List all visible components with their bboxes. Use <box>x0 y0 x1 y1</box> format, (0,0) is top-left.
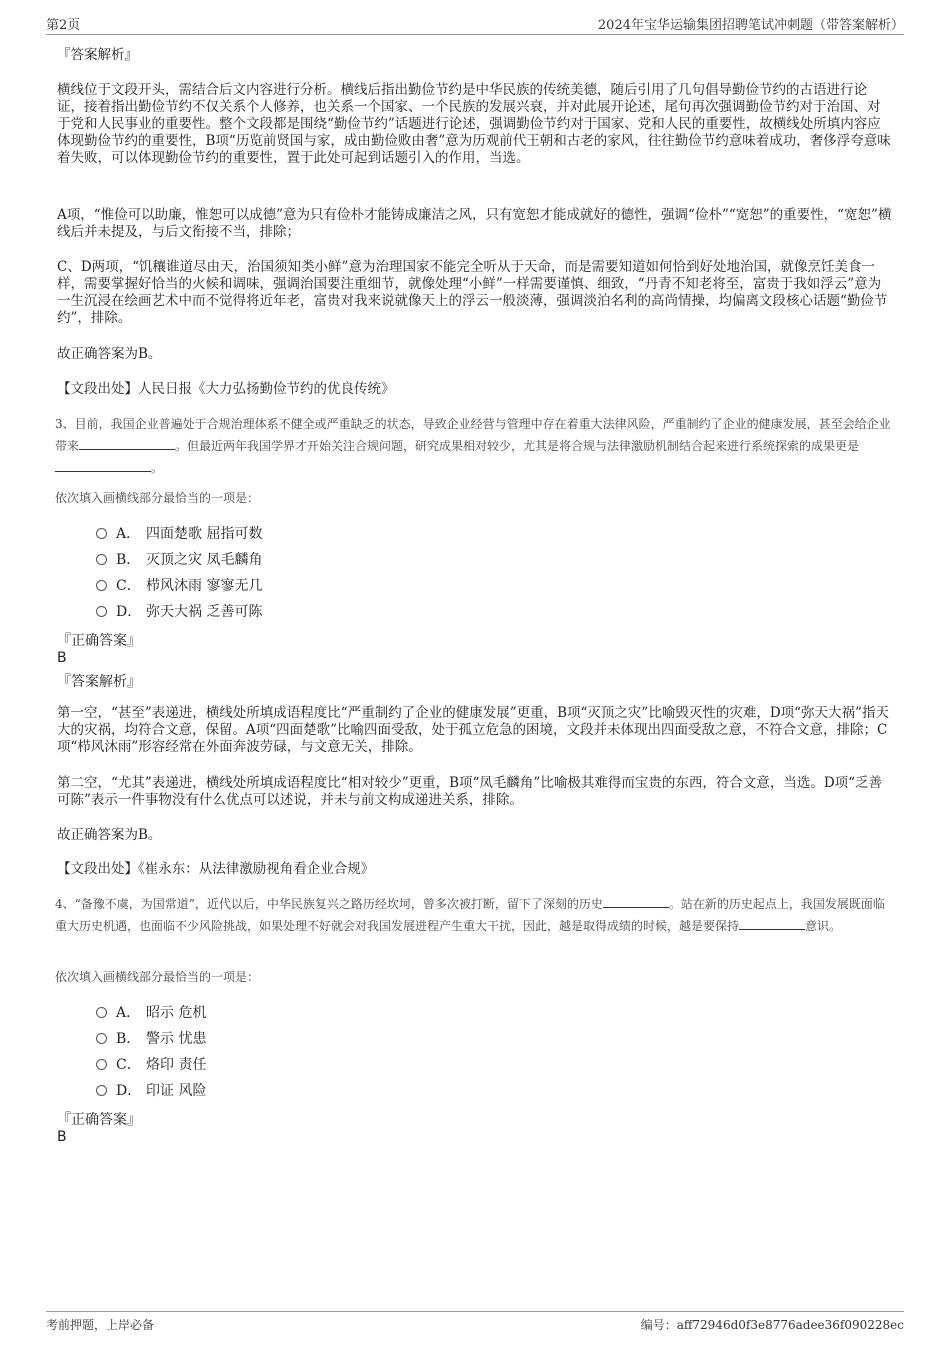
q2-analysis-label: 『答案解析』 <box>57 47 138 63</box>
q3-analysis-p2: 第二空，“尤其”表递进，横线处所填成语程度比“相对较少”更重，B项“凤毛麟角”比喻极其难得而宝贵的东西，符合文意，当选。D项“乏善可陈”表示一件事物没有什么优点可以述说，并未与前文构成递进关系，排除。 <box>57 775 883 808</box>
q3-stem: 3、目前，我国企业普遍处于合规治理体系不健全或严重缺乏的状态，导致企业经营与管理中存在着重大法律风险，严重制约了企业的健康发展，甚至会给企业带来 。但最近两年我国学界才开始关注合规问题，研究成果相对较少，尤其是将合规与法律激励机制结合起来进行系统探索的成果更是。 <box>55 417 891 475</box>
q2-analysis-p2: A项，“惟俭可以助廉，惟恕可以成德”意为只有俭朴才能铸成廉洁之风，只有宽恕才能成就好的德性，强调“俭朴”“宽恕”的重要性，“宽恕”横线后并未提及，与后文衔接不当，排除； <box>57 207 892 240</box>
q3-blank-1 <box>79 435 175 450</box>
q3-conclusion: 故正确答案为B。 <box>57 827 162 843</box>
q4-option-b[interactable]: B． 警示 忧患 <box>96 1029 206 1049</box>
q3-option-b[interactable]: B． 灭顶之灾 凤毛麟角 <box>96 550 262 570</box>
radio-icon[interactable] <box>96 606 107 617</box>
q3-analysis-label: 『答案解析』 <box>57 674 141 690</box>
radio-icon[interactable] <box>96 1033 107 1044</box>
radio-icon[interactable] <box>96 1085 107 1096</box>
q3-source: 【文段出处】《崔永东：从法律激励视角看企业合规》 <box>57 861 375 877</box>
radio-icon[interactable] <box>96 554 107 565</box>
q2-conclusion: 故正确答案为B。 <box>57 346 162 362</box>
q2-analysis-p1: 横线位于文段开头，需结合后文内容进行分析。横线后指出勤俭节约是中华民族的传统美德，随后引用了几句倡导勤俭节约的古语进行论证，接着指出勤俭节约不仅关系个人修养，也关系一个国家、一个民族的发展兴衰，并对此展开论述，尾句再次强调勤俭节约对于治国、对于党和人民事业的重要性。整个文段都是围绕“勤俭节约”话题进行论述，强调勤俭节约对于国家、党和人民的重要性，故横线处所填内容应体现勤俭节约的重要性，B项“历览前贤国与家，成由勤俭败由奢”意为历观前代王朝和古老的家风，往往勤俭节约意味着成功，奢侈浮夸意味着失败，可以体现勤俭节约的重要性，置于此处可起到话题引入的作用，当选。 <box>57 82 891 166</box>
q2-analysis-p3: C、D两项，“饥穰谁道尽由天，治国须知类小鲜”意为治理国家不能完全听从于天命，而是需要知道如何恰到好处地治国，就像烹饪美食一样，需要掌握好恰当的火候和调味，强调治国要注重细节，就像处理“小鲜”一样需要谨慎、细致，“丹青不知老将至，富贵于我如浮云”意为一生沉浸在绘画艺术中而不觉得将近年老，富贵对我来说就像天上的浮云一般淡薄，强调淡泊名利的高尚情操，均偏离文段核心话题“勤俭节约”，排除。 <box>57 259 888 326</box>
q4-option-d[interactable]: D． 印证 风险 <box>96 1081 206 1101</box>
q3-answer: B <box>57 650 67 666</box>
q4-option-c[interactable]: C． 烙印 责任 <box>96 1055 206 1075</box>
radio-icon[interactable] <box>96 528 107 539</box>
q3-option-c[interactable]: C． 栉风沐雨 寥寥无几 <box>96 576 262 596</box>
radio-icon[interactable] <box>96 580 107 591</box>
q3-blank-2 <box>55 457 151 472</box>
radio-icon[interactable] <box>96 1059 107 1070</box>
footer-slogan: 考前押题，上岸必备 <box>46 1318 155 1332</box>
q4-answer: B <box>57 1129 67 1145</box>
q4-prompt: 依次填入画横线部分最恰当的一项是： <box>55 970 260 984</box>
document-id: 编号：aff72946d0f3e8776adee36f090228ec <box>640 1318 904 1332</box>
page-footer <box>46 1311 904 1334</box>
q4-option-a[interactable]: A． 昭示 危机 <box>96 1003 206 1023</box>
q3-option-a[interactable]: A． 四面楚歌 屈指可数 <box>96 524 262 544</box>
radio-icon[interactable] <box>96 1007 107 1018</box>
q2-source: 【文段出处】人民日报《大力弘扬勤俭节约的优良传统》 <box>57 381 395 397</box>
q4-answer-label: 『正确答案』 <box>57 1112 141 1128</box>
page-header <box>46 12 904 35</box>
q4-blank-2 <box>739 915 805 930</box>
q4-blank-1 <box>603 893 669 908</box>
q3-prompt: 依次填入画横线部分最恰当的一项是： <box>55 491 260 505</box>
q3-answer-label: 『正确答案』 <box>57 633 141 649</box>
document-title: 2024年宝华运输集团招聘笔试冲刺题（带答案解析） <box>597 18 904 33</box>
page-number: 第2页 <box>46 18 81 33</box>
q4-stem: 4、“备豫不虞，为国常道”，近代以后，中华民族复兴之路历经坎坷，曾多次被打断，留下了深刻的历史 。站在新的历史起点上，我国发展既面临重大历史机遇，也面临不少风险挑战，如果处理不好就会对我国发展进程产生重大干扰，因此，越是取得成绩的时候，越是要保持 意识。 <box>55 893 893 937</box>
q3-option-d[interactable]: D． 弥天大祸 乏善可陈 <box>96 602 262 622</box>
q3-analysis-p1: 第一空，“甚至”表递进，横线处所填成语程度比“严重制约了企业的健康发展”更重，B项“灭顶之灾”比喻毁灭性的灾难，D项“弥天大祸”指天大的灾祸，均符合文意，保留。A项“四面楚歌”比喻四面受敌，处于孤立危急的困境，文段并未体现出四面受敌之意，不符合文意，排除；C项“栉风沐雨”形容经常在外面奔波劳碌，与文意无关，排除。 <box>57 705 889 755</box>
